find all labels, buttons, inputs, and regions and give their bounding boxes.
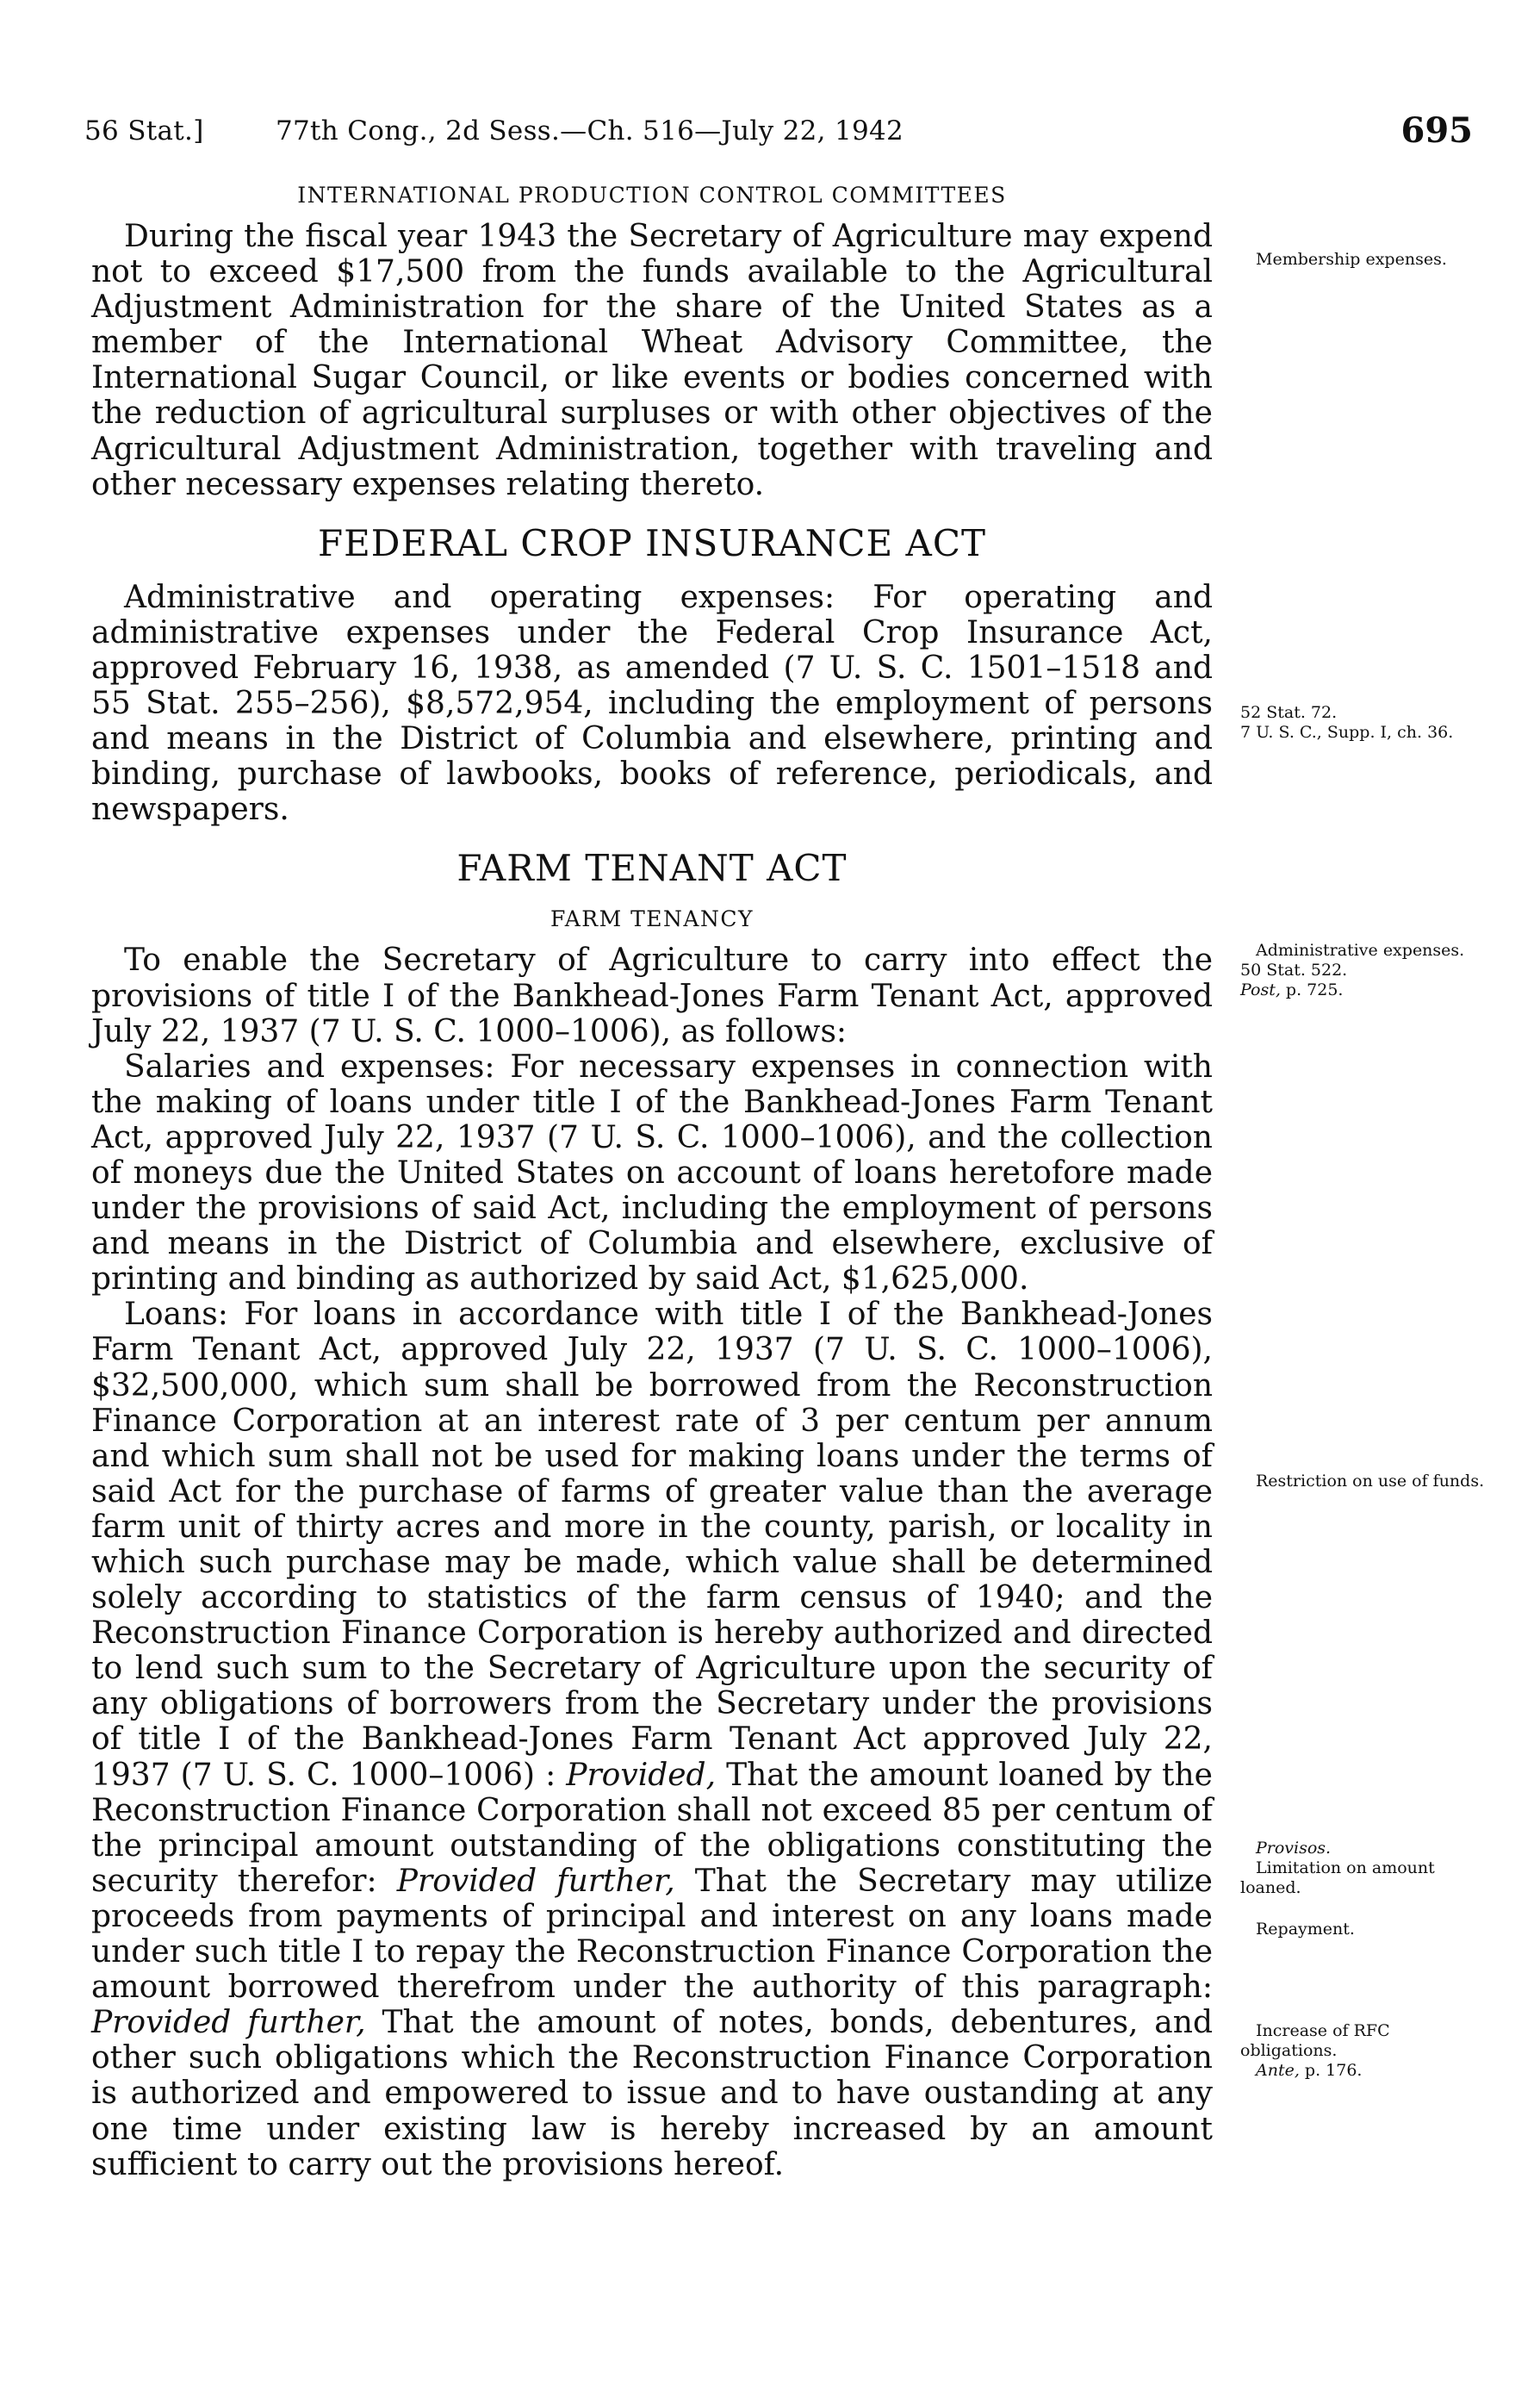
proviso-provided-further-2: Provided further,: [91, 2005, 366, 2041]
loans-text-part-4: That the amount of notes, bonds, debentures, and other such obligations which the Reconstruction Finance Corporation is authorized and empowered to issue and to have oustanding at any one time under existing law is hereby increased by an amount sufficient to carry out the provisions hereof.: [91, 2005, 1213, 2182]
margin-note-crop-citation: [1240, 703, 1490, 743]
heading-farm-tenant-act: FARM TENANT ACT: [456, 847, 848, 890]
proviso-provided: Provided,: [566, 1757, 717, 1793]
note-administrative-expenses: Administrative expenses.: [1256, 941, 1465, 960]
margin-note-restriction: Restriction on use of funds.: [1256, 1472, 1485, 1491]
citation-ante: Ante, p. 176.: [1256, 2061, 1363, 2080]
citation-usc-supp: 7 U. S. C., Supp. I, ch. 36.: [1240, 723, 1454, 742]
paragraph-salaries-expenses: Salaries and expenses: For necessary expenses in connection with the making of loans under title I of the Bankhead-Jones Farm Tenant Act, approved July 22, 1937 (7 U. S. C. 1000–1006), and the collection of moneys due the United States on account of loans heretofore made under the provisions of said Act, including the employment of persons and means in the District of Columbia and elsewhere, exclusive of printing and binding as authorized by said Act, $1,625,000.: [91, 1049, 1213, 1298]
page-number: 695: [1400, 110, 1473, 151]
subheading-production-control: INTERNATIONAL PRODUCTION CONTROL COMMITTEES: [297, 183, 1007, 208]
margin-note-provisos: [1240, 1839, 1490, 1898]
header-statute-volume: 56 Stat.]: [84, 115, 204, 146]
paragraph-farm-tenant-intro: To enable the Secretary of Agriculture to carry into effect the provisions of title I of the Bankhead-Jones Farm Tenant Act, approved July 22, 1937 (7 U. S. C. 1000–1006), as follows:: [91, 943, 1213, 1049]
running-header: [84, 110, 1473, 153]
loans-text-part-2: That the amount loaned by the Reconstruction Finance Corporation shall not exceed 85 per centum of the principal amount outstanding of the obligations constituting the security therefor:: [91, 1757, 1213, 1899]
main-text-column: [91, 181, 1213, 2182]
note-increase-rfc: Increase of RFC obligations.: [1240, 2021, 1390, 2060]
header-session-chapter: 77th Cong., 2d Sess.—Ch. 516—July 22, 1942: [276, 115, 904, 146]
loans-text-part-3: That the Secretary may utilize proceeds from payments of principal and interest on any loans made under such title I to repay the Reconstruction Finance Corporation the amount borrowed therefrom under the authority of this paragraph:: [91, 1863, 1213, 2006]
margin-note-repayment: Repayment.: [1256, 1920, 1355, 1939]
note-limitation: Limitation on amount loaned.: [1240, 1858, 1435, 1897]
citation-52-stat: 52 Stat. 72.: [1240, 703, 1338, 722]
margin-note-membership: Membership expenses.: [1256, 250, 1447, 269]
heading-federal-crop-insurance: FEDERAL CROP INSURANCE ACT: [318, 521, 986, 564]
paragraph-membership-expenses: During the fiscal year 1943 the Secretary of Agriculture may expend not to exceed $17,500 from the funds available to the Agricultural Adjustment Administration for the share of the United States as a member of the International Wheat Advisory Committee, the International Sugar Council, or like events or bodies concerned with the reduction of agricultural surpluses or with other objectives of the Agricultural Adjustment Administration, together with traveling and other necessary expenses relating thereto.: [91, 219, 1213, 502]
paragraph-loans: [91, 1297, 1213, 2181]
loans-text-part-1: Loans: For loans in accordance with title I of the Bankhead-Jones Farm Tenant Act, approved July 22, 1937 (7 U. S. C. 1000–1006), $32,500,000, which sum shall be borrowed from the Reconstruction Finance Corporation at an interest rate of 3 per centum per annum and which sum shall not be used for making loans under the terms of said Act for the purchase of farms of greater value than the average farm unit of thirty acres and more in the county, parish, or locality in which such purchase may be made, which value shall be determined solely according to statistics of the farm census of 1940; and the Reconstruction Finance Corporation is hereby authorized and directed to lend such sum to the Secretary of Agriculture upon the security of any obligations of borrowers from the Secretary under the provisions of title I of the Bankhead-Jones Farm Tenant Act approved July 22, 1937 (7 U. S. C. 1000–1006) :: [91, 1297, 1213, 1793]
margin-note-increase: [1240, 2021, 1490, 2081]
citation-post: Post, p. 725.: [1240, 980, 1344, 999]
citation-50-stat: 50 Stat. 522.: [1240, 961, 1348, 980]
paragraph-crop-insurance-expenses: Administrative and operating expenses: For operating and administrative expenses under the Federal Crop Insurance Act, approved February 16, 1938, as amended (7 U. S. C. 1501–1518 and 55 Stat. 255–256), $8,572,954, including the employment of persons and means in the District of Columbia and elsewhere, printing and binding, purchase of lawbooks, books of reference, periodicals, and newspapers.: [91, 579, 1213, 828]
note-provisos-label: Provisos.: [1256, 1839, 1332, 1858]
subheading-farm-tenancy: FARM TENANCY: [550, 906, 754, 932]
margin-note-administrative: [1240, 941, 1490, 1000]
proviso-provided-further-1: Provided further,: [396, 1863, 675, 1899]
